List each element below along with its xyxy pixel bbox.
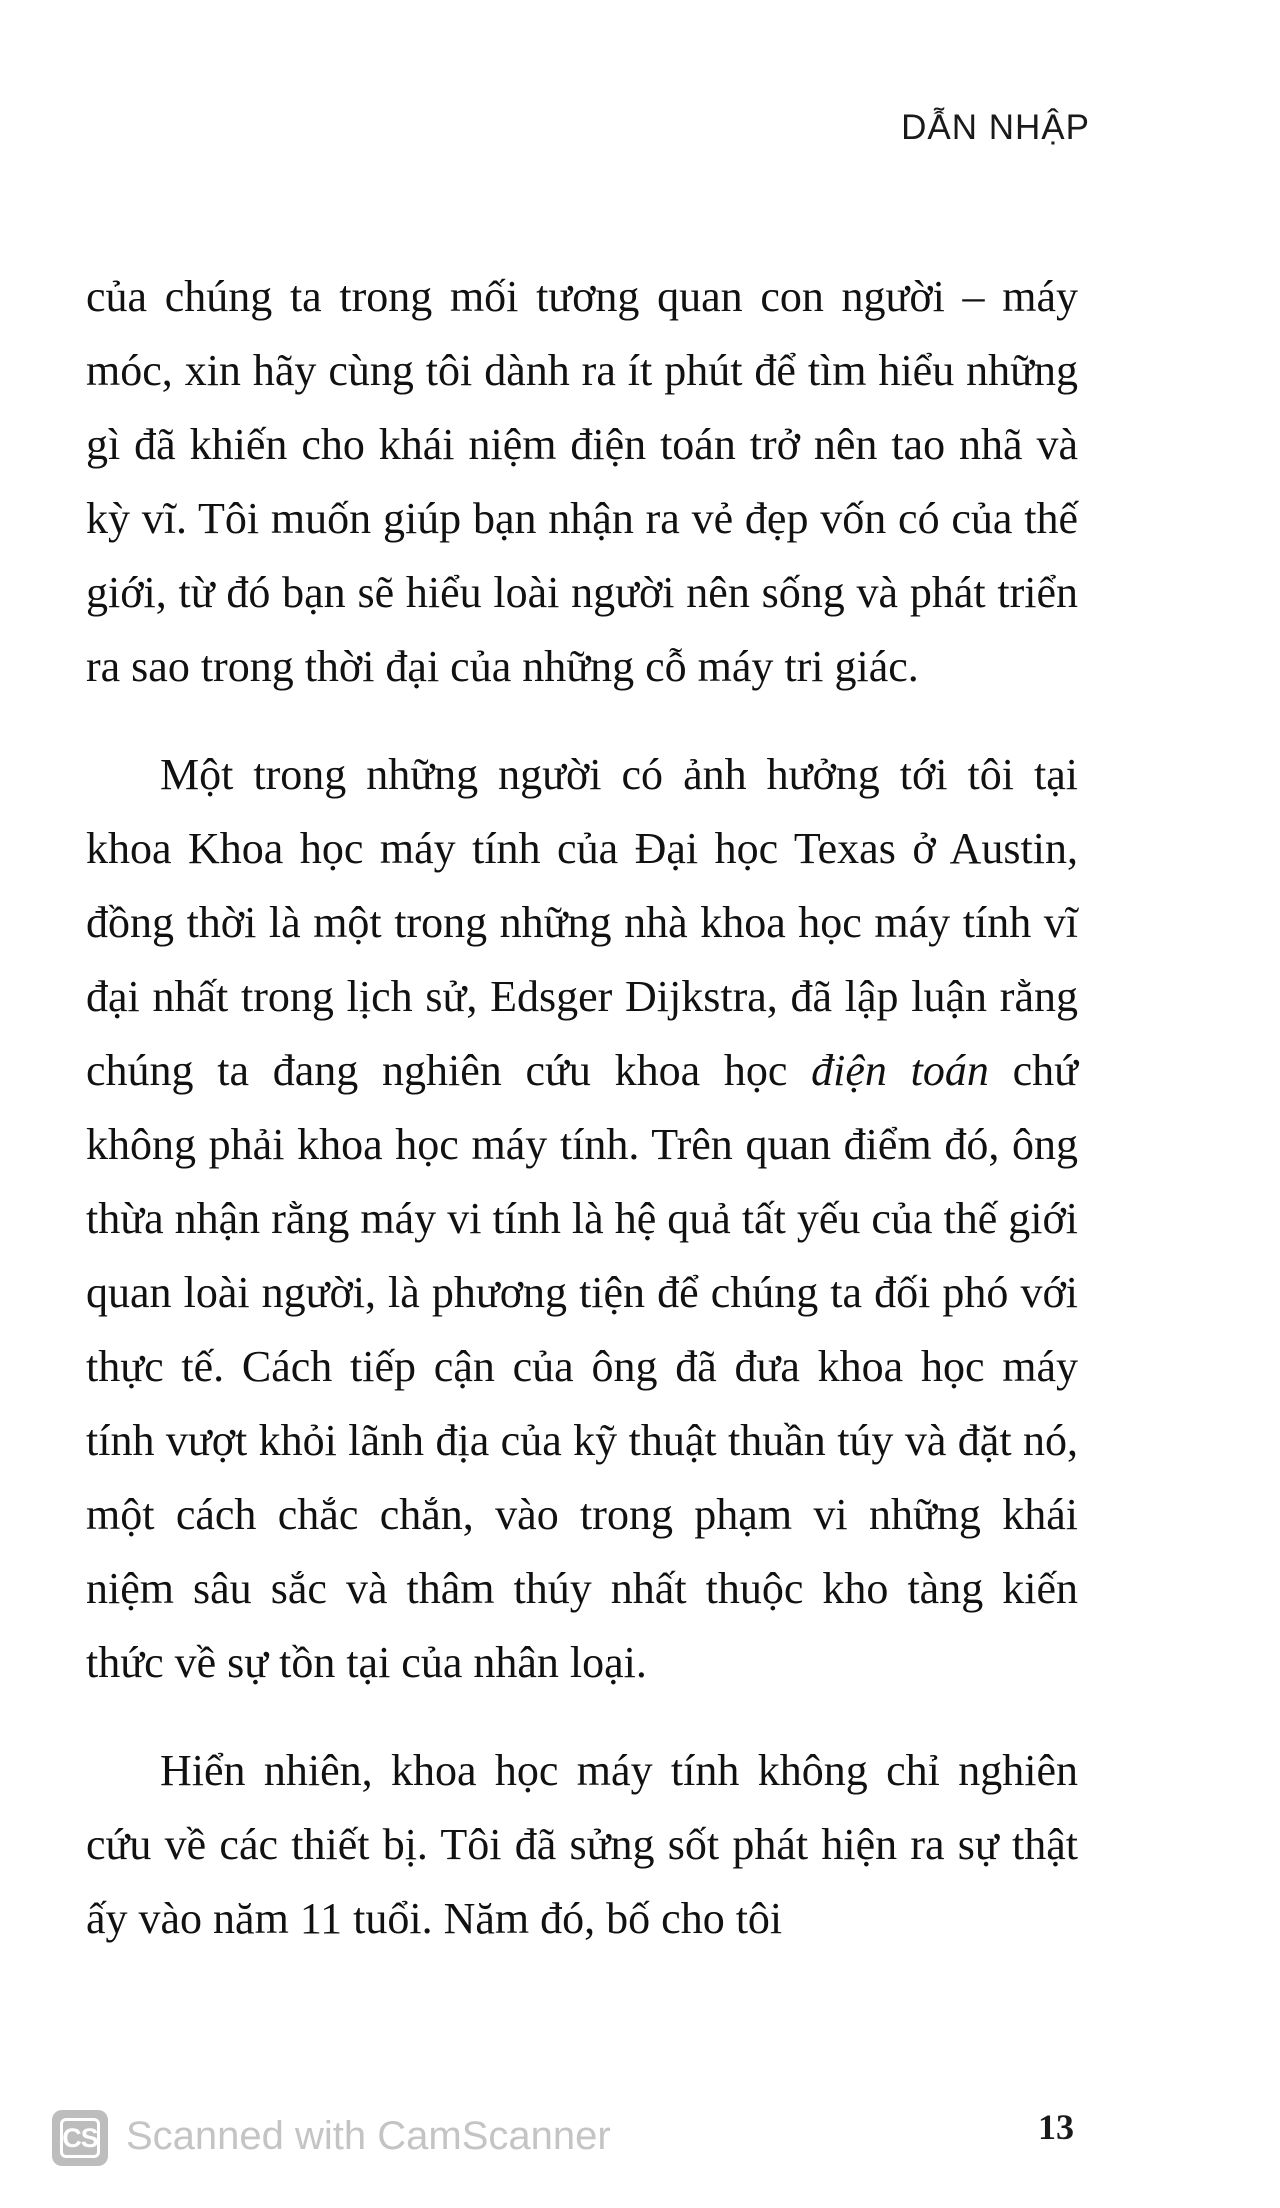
camscanner-logo-icon [52, 2110, 108, 2166]
page-footer [0, 2080, 1280, 2180]
paragraph-2-text-end: chứ không phải khoa học máy tính. Trên quan điểm đó, ông thừa nhận rằng máy vi tính là hệ quả tất yếu của thế giới quan loài người, là phương tiện để chúng ta đối phó với thực tế. Cách tiếp cận của ông đã đưa khoa học máy tính vượt khỏi lãnh địa của kỹ thuật thuần túy và đặt nó, một cách chắc chắn, vào trong phạm vi những khái niệm sâu sắc và thâm thúy nhất thuộc kho tàng kiến thức về sự tồn tại của nhân loại. [86, 1046, 1078, 1687]
paragraph-3: Hiển nhiên, khoa học máy tính không chỉ nghiên cứu về các thiết bị. Tôi đã sửng sốt phát hiện ra sự thật ấy vào năm 11 tuổi. Năm đó, bố cho tôi [86, 1746, 1078, 1943]
running-header: DẪN NHẬP [901, 108, 1090, 147]
paragraph-1: của chúng ta trong mối tương quan con người – máy móc, xin hãy cùng tôi dành ra ít phút để tìm hiểu những gì đã khiến cho khái niệm điện toán trở nên tao nhã và kỳ vĩ. Tôi muốn giúp bạn nhận ra vẻ đẹp vốn có của thế giới, từ đó bạn sẽ hiểu loài người nên sống và phát triển ra sao trong thời đại của những cỗ máy tri giác. [86, 272, 1078, 691]
paragraph-2 [86, 738, 1078, 1700]
body-text [86, 260, 1078, 1956]
camscanner-logo-text: CS [60, 2118, 100, 2158]
scanner-watermark: Scanned with CamScanner [126, 2114, 611, 2158]
paragraph-2-italic-term: điện toán [811, 1046, 989, 1095]
page-number: 13 [1038, 2107, 1074, 2147]
paragraph-2-text-start: Một trong những người có ảnh hưởng tới tôi tại khoa Khoa học máy tính của Đại học Texas ở Austin, đồng thời là một trong những nhà khoa học máy tính vĩ đại nhất trong lịch sử, Edsger Dijkstra, đã lập luận rằng chúng ta đang nghiên cứu khoa học [86, 750, 1078, 1095]
